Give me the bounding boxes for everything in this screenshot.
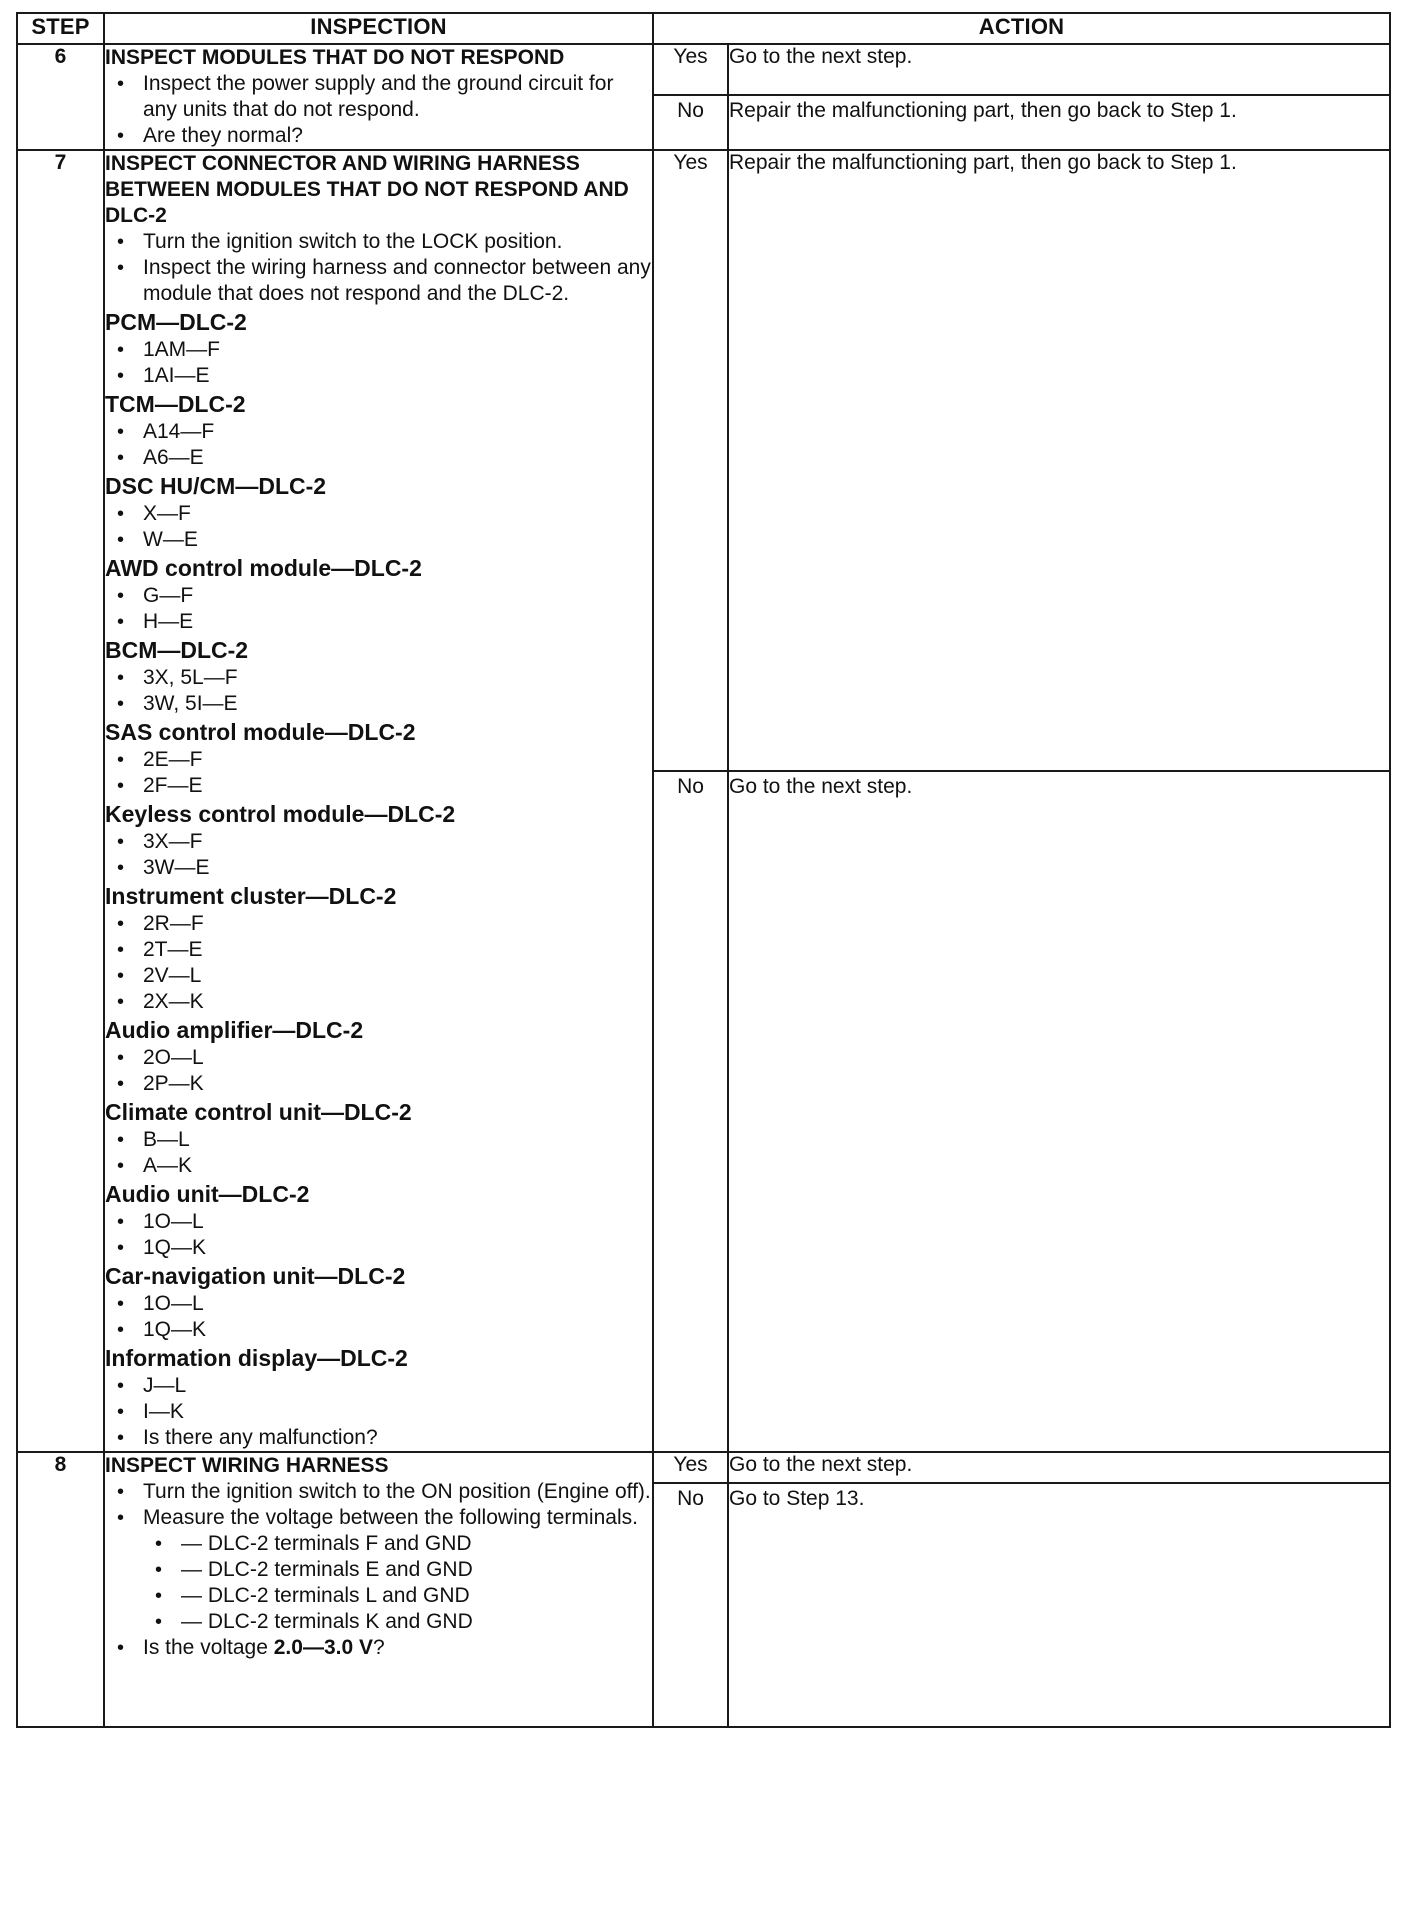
terminal-item: • 2T—E	[105, 937, 652, 963]
no-label: No	[653, 771, 728, 1452]
no-action: Go to Step 13.	[728, 1483, 1390, 1727]
step-6-row	[17, 44, 1390, 95]
module-heading: BCM—DLC-2	[105, 637, 249, 663]
module-terminal-groups	[105, 308, 652, 1425]
step-8-row	[17, 1452, 1390, 1483]
module-heading: Climate control unit—DLC-2	[105, 1099, 412, 1125]
terminal-item: • — DLC-2 terminals L and GND	[143, 1583, 652, 1609]
terminal-item: • — DLC-2 terminals K and GND	[143, 1609, 652, 1635]
terminal-list	[105, 829, 652, 881]
terminal-list	[105, 1045, 652, 1097]
question-suffix: ?	[372, 1636, 385, 1659]
inspection-table	[16, 12, 1391, 1728]
terminal-item: • 2P—K	[105, 1071, 652, 1097]
terminal-list	[105, 747, 652, 799]
module-heading: TCM—DLC-2	[105, 391, 246, 417]
yes-label: Yes	[653, 150, 728, 771]
terminal-item: • 1AM—F	[105, 337, 652, 363]
bullet-text: Measure the voltage between the following terminals.	[143, 1506, 638, 1529]
bullet-item	[105, 1505, 652, 1635]
bullet-list	[105, 1479, 652, 1661]
terminal-item: • 3X—F	[105, 829, 652, 855]
header-action: ACTION	[653, 13, 1390, 44]
module-heading: PCM—DLC-2	[105, 309, 247, 335]
terminal-list	[105, 1127, 652, 1179]
terminal-item: • 1Q—K	[105, 1235, 652, 1261]
step-7-inspection	[104, 150, 653, 1452]
terminal-item: • 2V—L	[105, 963, 652, 989]
yes-label: Yes	[653, 1452, 728, 1483]
terminal-list	[105, 501, 652, 553]
question-text: Is the voltage	[143, 1636, 274, 1659]
terminal-item: • 1O—L	[105, 1209, 652, 1235]
module-heading: Keyless control module—DLC-2	[105, 801, 456, 827]
inspection-procedure-document	[16, 12, 1391, 1728]
table-header-row	[17, 13, 1390, 44]
no-label: No	[653, 1483, 728, 1727]
question-item: • Is there any malfunction?	[105, 1425, 652, 1451]
yes-action: Go to the next step.	[728, 1452, 1390, 1483]
terminal-list	[105, 911, 652, 1015]
terminal-item: • 2X—K	[105, 989, 652, 1015]
question-item	[105, 1635, 652, 1661]
terminal-list	[105, 337, 652, 389]
bullet-list	[105, 1425, 652, 1451]
yes-action: Go to the next step.	[728, 44, 1390, 95]
terminal-item: • X—F	[105, 501, 652, 527]
bullet-item: • Are they normal?	[105, 123, 652, 149]
bullet-list	[105, 71, 652, 149]
terminal-item: • H—E	[105, 609, 652, 635]
no-action: Go to the next step.	[728, 771, 1390, 1452]
module-heading: Information display—DLC-2	[105, 1345, 408, 1371]
yes-action: Repair the malfunctioning part, then go back to Step 1.	[728, 150, 1390, 771]
no-action: Repair the malfunctioning part, then go back to Step 1.	[728, 95, 1390, 150]
step-7-row	[17, 150, 1390, 771]
terminal-item: • 1Q—K	[105, 1317, 652, 1343]
step-number: 8	[17, 1452, 104, 1727]
bullet-item: • Turn the ignition switch to the ON position (Engine off).	[105, 1479, 652, 1505]
module-heading: Audio amplifier—DLC-2	[105, 1017, 364, 1043]
yes-label: Yes	[653, 44, 728, 95]
terminal-item: • A6—E	[105, 445, 652, 471]
terminal-list	[105, 419, 652, 471]
no-label: No	[653, 95, 728, 150]
bullet-item: • Turn the ignition switch to the LOCK position.	[105, 229, 652, 255]
terminal-item: • 1AI—E	[105, 363, 652, 389]
step-8-inspection	[104, 1452, 653, 1727]
terminal-item: • — DLC-2 terminals E and GND	[143, 1557, 652, 1583]
module-heading: AWD control module—DLC-2	[105, 555, 422, 581]
step-6-inspection	[104, 44, 653, 150]
terminal-item: • — DLC-2 terminals F and GND	[143, 1531, 652, 1557]
module-heading: Car-navigation unit—DLC-2	[105, 1263, 406, 1289]
terminal-item: • 3W—E	[105, 855, 652, 881]
terminal-list	[105, 1209, 652, 1261]
step-title: INSPECT CONNECTOR AND WIRING HARNESS BETWEEN MODULES THAT DO NOT RESPOND AND DLC-2	[105, 152, 629, 227]
bullet-list	[105, 229, 652, 307]
terminal-item: • J—L	[105, 1373, 652, 1399]
terminal-item: • G—F	[105, 583, 652, 609]
voltage-value: 2.0—3.0 V	[273, 1636, 373, 1659]
step-number: 6	[17, 44, 104, 150]
header-step: STEP	[17, 13, 104, 44]
bullet-item: • Inspect the wiring harness and connector between any module that does not respond and the DLC-2.	[105, 255, 652, 307]
terminal-list	[143, 1531, 652, 1635]
terminal-item: • A—K	[105, 1153, 652, 1179]
terminal-list	[105, 1291, 652, 1343]
header-inspection: INSPECTION	[104, 13, 653, 44]
bullet-item: • Inspect the power supply and the ground circuit for any units that do not respond.	[105, 71, 652, 123]
terminal-item: • 2O—L	[105, 1045, 652, 1071]
step-number: 7	[17, 150, 104, 1452]
terminal-list	[105, 665, 652, 717]
module-heading: Instrument cluster—DLC-2	[105, 883, 397, 909]
step-title: INSPECT MODULES THAT DO NOT RESPOND	[105, 46, 565, 69]
terminal-item: • W—E	[105, 527, 652, 553]
terminal-item: • A14—F	[105, 419, 652, 445]
module-heading: SAS control module—DLC-2	[105, 719, 416, 745]
terminal-item: • 2F—E	[105, 773, 652, 799]
module-heading: DSC HU/CM—DLC-2	[105, 473, 327, 499]
terminal-item: • 1O—L	[105, 1291, 652, 1317]
module-heading: Audio unit—DLC-2	[105, 1181, 310, 1207]
terminal-item: • I—K	[105, 1399, 652, 1425]
terminal-item: • 3W, 5I—E	[105, 691, 652, 717]
terminal-item: • 3X, 5L—F	[105, 665, 652, 691]
terminal-item: • 2R—F	[105, 911, 652, 937]
terminal-list	[105, 583, 652, 635]
terminal-item: • B—L	[105, 1127, 652, 1153]
terminal-item: • 2E—F	[105, 747, 652, 773]
step-title: INSPECT WIRING HARNESS	[105, 1454, 389, 1477]
terminal-list	[105, 1373, 652, 1425]
